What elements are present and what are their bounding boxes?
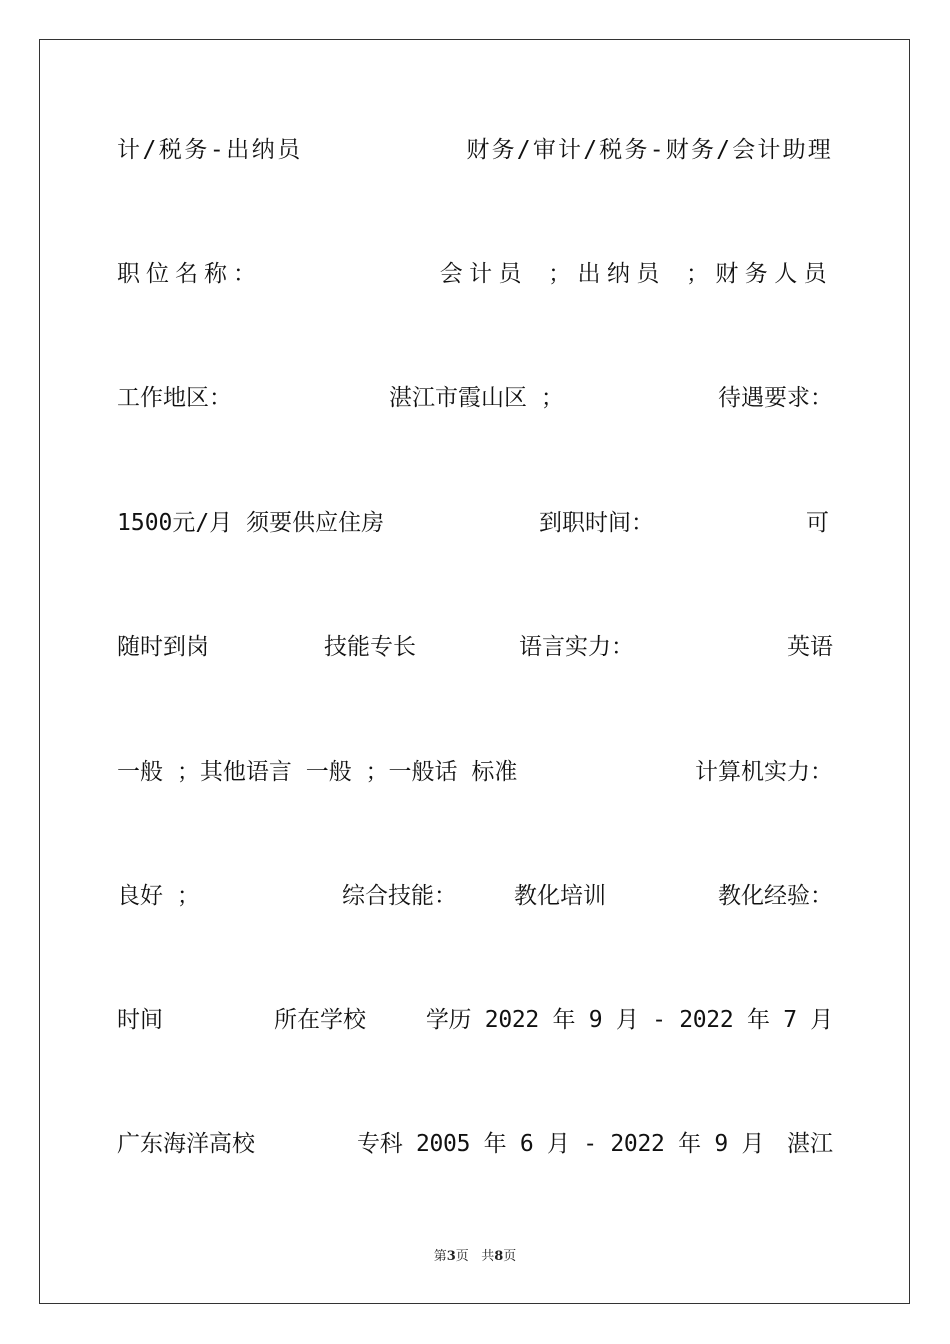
text-line-3 [117,382,833,414]
text-segment: 1500元/月 须要供应住房 [117,510,385,536]
text-line-1 [117,134,833,166]
text-segment: 综合技能： [342,883,457,909]
total-label-suffix: 页 [503,1249,517,1264]
page-label-suffix: 页 [455,1249,469,1264]
text-line-9 [117,1128,833,1160]
text-line-7 [117,880,833,912]
text-segment: 湛江市霞山区 ； [389,385,564,411]
text-segment: 待遇要求： [718,385,833,411]
text-segment: 广东海洋高校 [117,1131,255,1157]
text-segment: 语言实力： [519,634,634,660]
text-line-8 [117,1004,833,1036]
page-footer [0,1248,950,1266]
text-segment: 专科 2005 年 6 月 - 2022 年 9 月 [357,1131,765,1157]
text-segment: 可 [806,510,829,536]
text-line-5 [117,631,833,663]
text-segment: 良好 ； [117,883,200,909]
text-line-6 [117,756,833,788]
page-number: 3 [446,1249,456,1264]
text-segment: 英语 [787,634,833,660]
text-line-4 [117,507,833,539]
text-segment: 所在学校 [274,1007,366,1033]
text-segment: 计/税务-出纳员 [117,137,303,163]
text-segment: 教化经验： [718,883,833,909]
text-segment: 一般 ；其他语言 一般 ；一般话 标准 [117,759,518,785]
total-label-prefix: 共 [481,1249,495,1264]
text-segment: 职位名称： [117,261,262,287]
text-segment: 学历 2022 年 9 月 - 2022 年 7 月 [425,1007,833,1033]
text-segment: 技能专长 [324,634,416,660]
text-segment: 湛江 [787,1131,833,1157]
text-segment: 财务/审计/税务-财务/会计助理 [466,137,833,163]
total-pages: 8 [494,1249,504,1264]
text-segment: 时间 [117,1007,163,1033]
text-segment: 计算机实力： [695,759,833,785]
text-segment: 随时到岗 [117,634,209,660]
text-segment: 到职时间： [539,510,654,536]
text-segment: 工作地区： [117,385,232,411]
page-label-prefix: 第 [433,1249,447,1264]
text-segment: 教化培训 [514,883,606,909]
text-line-2 [117,258,833,290]
text-segment: 会计员 ；出纳员 ；财务人员 [439,261,833,287]
